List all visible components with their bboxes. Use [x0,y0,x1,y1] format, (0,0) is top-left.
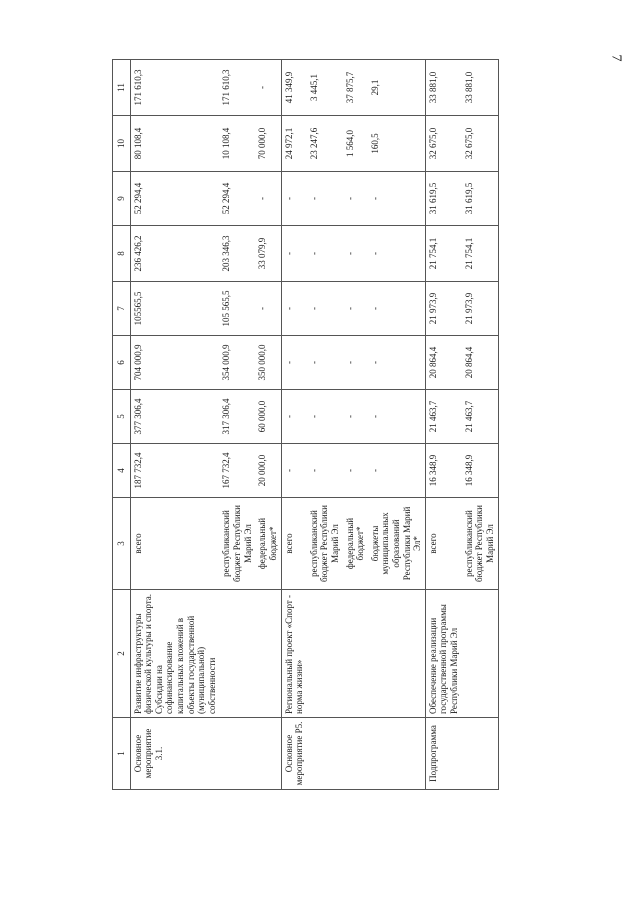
page-number: 7 [608,54,624,62]
program-cell [462,718,498,790]
header-row [113,60,131,790]
program-cell [343,718,368,790]
program-cell [307,718,343,790]
value-cell: 24 972,1 [281,116,307,172]
value-cell: - [307,226,343,282]
value-cell: 317 306,4 [219,390,255,444]
value-cell: 21 463,7 [462,390,498,444]
value-cell: 20 000,0 [255,444,281,498]
name-cell [307,590,343,718]
value-cell: 171 610,3 [219,60,255,116]
value-cell: 31 619,5 [425,172,461,226]
value-cell: - [343,444,368,498]
name-cell: Региональный проект «Спорт - норма жизни» [281,590,307,718]
value-cell: 350 000,0 [255,336,281,390]
value-cell: - [281,444,307,498]
value-cell: - [281,172,307,226]
value-cell: 31 619,5 [462,172,498,226]
value-cell: 171 610,3 [130,60,219,116]
table-row [368,60,426,790]
program-cell: Подпрограмма [425,718,461,790]
value-cell: 52 294,4 [130,172,219,226]
value-cell: - [255,60,281,116]
budget-table-container [112,60,512,790]
value-cell: 21 754,1 [425,226,461,282]
value-cell: 41 349,9 [281,60,307,116]
column-header: 1 [113,718,131,790]
name-cell [343,590,368,718]
value-cell: 60 000,0 [255,390,281,444]
value-cell: - [368,444,426,498]
name-cell [462,590,498,718]
value-cell: - [343,226,368,282]
value-cell: - [307,390,343,444]
value-cell: 704 000,9 [130,336,219,390]
value-cell: 21 973,9 [462,282,498,336]
value-cell: 33 079,9 [255,226,281,282]
value-cell: 70 000,0 [255,116,281,172]
value-cell: 37 875,7 [343,60,368,116]
program-cell [219,718,255,790]
value-cell: 33 881,0 [425,60,461,116]
table-row [462,60,498,790]
source-cell: республиканский бюджет Республики Марий Эл [462,498,498,590]
value-cell: - [307,282,343,336]
column-header: 6 [113,336,131,390]
value-cell: - [281,390,307,444]
value-cell: 10 108,4 [219,116,255,172]
value-cell: 187 732,4 [130,444,219,498]
source-cell: республиканский бюджет Республики Марий Эл [219,498,255,590]
value-cell: - [368,226,426,282]
value-cell: 16 348,9 [425,444,461,498]
value-cell: 23 247,6 [307,116,343,172]
value-cell: 29,1 [368,60,426,116]
value-cell: 21 754,1 [462,226,498,282]
budget-table [112,59,499,790]
value-cell: 105 565,5 [219,282,255,336]
value-cell: 20 864,4 [425,336,461,390]
value-cell: 377 306,4 [130,390,219,444]
value-cell: - [368,336,426,390]
column-header: 11 [113,60,131,116]
column-header: 7 [113,282,131,336]
value-cell: - [281,226,307,282]
name-cell [368,590,426,718]
value-cell: - [307,444,343,498]
value-cell: 105565,5 [130,282,219,336]
value-cell: - [307,336,343,390]
source-cell: всего [281,498,307,590]
source-cell: федеральный бюджет* [255,498,281,590]
column-header: 10 [113,116,131,172]
table-row [255,60,281,790]
value-cell: 52 294,4 [219,172,255,226]
value-cell: 32 675,0 [462,116,498,172]
source-cell: всего [130,498,219,590]
value-cell: - [307,172,343,226]
value-cell: - [343,390,368,444]
value-cell: - [281,282,307,336]
source-cell: федеральный бюджет* [343,498,368,590]
program-cell [255,718,281,790]
value-cell: 1 564,0 [343,116,368,172]
column-header: 3 [113,498,131,590]
value-cell: 21 973,9 [425,282,461,336]
value-cell: 3 445,1 [307,60,343,116]
value-cell: - [368,390,426,444]
column-header: 8 [113,226,131,282]
program-cell: Основное мероприятие 3.1. [130,718,219,790]
table-row [219,60,255,790]
value-cell: - [343,336,368,390]
column-header: 4 [113,444,131,498]
value-cell: 167 732,4 [219,444,255,498]
name-cell [255,590,281,718]
value-cell: - [343,172,368,226]
value-cell: 16 348,9 [462,444,498,498]
value-cell: - [343,282,368,336]
source-cell: всего [425,498,461,590]
column-header: 2 [113,590,131,718]
name-cell: Развитие инфраструктуры физической культуры и спорта. Субсидии на софинансирование капитальных вложений в объекты государственной (муниципальной) собственности [130,590,219,718]
program-cell: Основное мероприятие Р5. [281,718,307,790]
table-body [130,60,498,790]
value-cell: 20 864,4 [462,336,498,390]
value-cell: 354 000,9 [219,336,255,390]
table-row [343,60,368,790]
value-cell: 203 346,3 [219,226,255,282]
column-header: 5 [113,390,131,444]
source-cell: бюджеты муниципальных образований Республики Марий Эл* [368,498,426,590]
value-cell: 32 675,0 [425,116,461,172]
table-row [307,60,343,790]
column-header: 9 [113,172,131,226]
value-cell: 21 463,7 [425,390,461,444]
value-cell: - [368,282,426,336]
table-row [425,60,461,790]
program-cell [368,718,426,790]
value-cell: 160,5 [368,116,426,172]
value-cell: 33 881,0 [462,60,498,116]
value-cell: - [281,336,307,390]
source-cell: республиканский бюджет Республики Марий Эл [307,498,343,590]
value-cell: 80 108,4 [130,116,219,172]
value-cell: - [255,282,281,336]
table-row [130,60,219,790]
name-cell [219,590,255,718]
name-cell: Обеспечение реализации государственной программы Республики Марий Эл [425,590,461,718]
table-row [281,60,307,790]
value-cell: - [368,172,426,226]
value-cell: - [255,172,281,226]
value-cell: 236 426,2 [130,226,219,282]
